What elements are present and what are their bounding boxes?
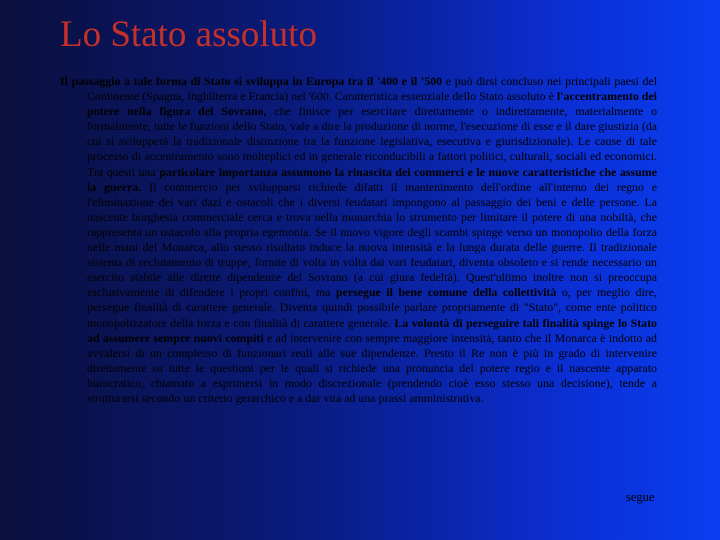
next-slide-link[interactable]: segue	[626, 490, 655, 504]
text-run-bold: l'accentramento dei potere nella figura del Sovrano,	[87, 89, 657, 119]
body-paragraph	[60, 74, 657, 406]
text-run: e ad intervenire con sempre maggiore intensità, tanto che il Monarca è indotto ad avvalersi di un complesso di funzionari reali alle sue dipendenze. Presto il Re non è più in grado di intervenire direttamente su tutte le questioni per le quali si richiede una pronuncia del potere regio e il nascente apparato burocratico, chiamato a esprimersi in modo discrezionale (prendendo cioè esso stesso una decisione), tende a strutturarsi secondo un criterio gerarchico e a dar vita ad una prassi amministrativa.	[87, 330, 657, 405]
text-run-bold: persegue il bene comune della collettività	[335, 285, 557, 300]
slide-body	[60, 74, 657, 406]
text-run: Il commercio per svilupparsi richiede difatti il mantenimento dell'ordine all'interno dei regno e l'eliminazione dei vari dazi e ostacoli che i diversi feudatari impongono al passaggio dei beni e delle persone. La nascente borghesia commerciale cerca e trova nella monarchia lo strumento per limitare il potere di una nobiltà, che rappresenta un ostacolo alla propria egemonia. Se il nuovo vigore degli scambi spinge verso un monopolio della forza nelle mani del Monarca, allo stesso risultato induce la nuova intensità e la lunga durata delle guerre. Il tradizionale sistema di reclutamento di truppe, fornite di volta in volta dai vari feudatari, diventa obsoleto e si rende necessario un esercito stabile alle dirette dipendenze del Sovrano (a cui giura fedeltà). Quest'ultimo inoltre non si preoccupa esclusivamente di difendere i propri confini, ma	[87, 179, 658, 300]
slide-title: Lo Stato assoluto	[60, 14, 317, 55]
text-run-bold: La volontà di perseguire tali finalità spinge lo Stato ad assumere sempre nuovi compiti	[87, 315, 657, 345]
text-run: o, per meglio dire, persegue finalità di carattere generale. Diventa quindi possibile parlare propriamente di "Stato", come ente politico monopolizzatore della forza e con finalità di carattere generale.	[87, 285, 657, 330]
text-run: che finisce per esercitare direttamente o indirettamente, materialmente o formalmente, tutte le funzioni dello Stato, vale a dire la produzione di norme, l'esecuzione di esse e il dare giustizia (da cui si svilupperà la tradizionale distinzione tra la funzione legislativa, esecutiva e giurisdizionale). Le cause di tale processo di accentramento sono molteplici ed in generale riconducibili a fattori politici, culturali, sociali ed economici. Tra questi una	[87, 104, 658, 179]
text-run-bold: particolare importanza assumono la rinascita dei commerci e le nuove caratteristiche che assume la guerra.	[87, 164, 657, 194]
text-run-bold: Il passaggio a tale forma di Stato si sviluppa in Europa tra il '400 e il '500	[60, 74, 443, 88]
text-run: e può dirsi concluso nei principali paesi del Continente (Spagna, Inghilterra e Francia) nel '600. Caratteristica essenziale dello Stato assoluto è	[87, 74, 657, 104]
